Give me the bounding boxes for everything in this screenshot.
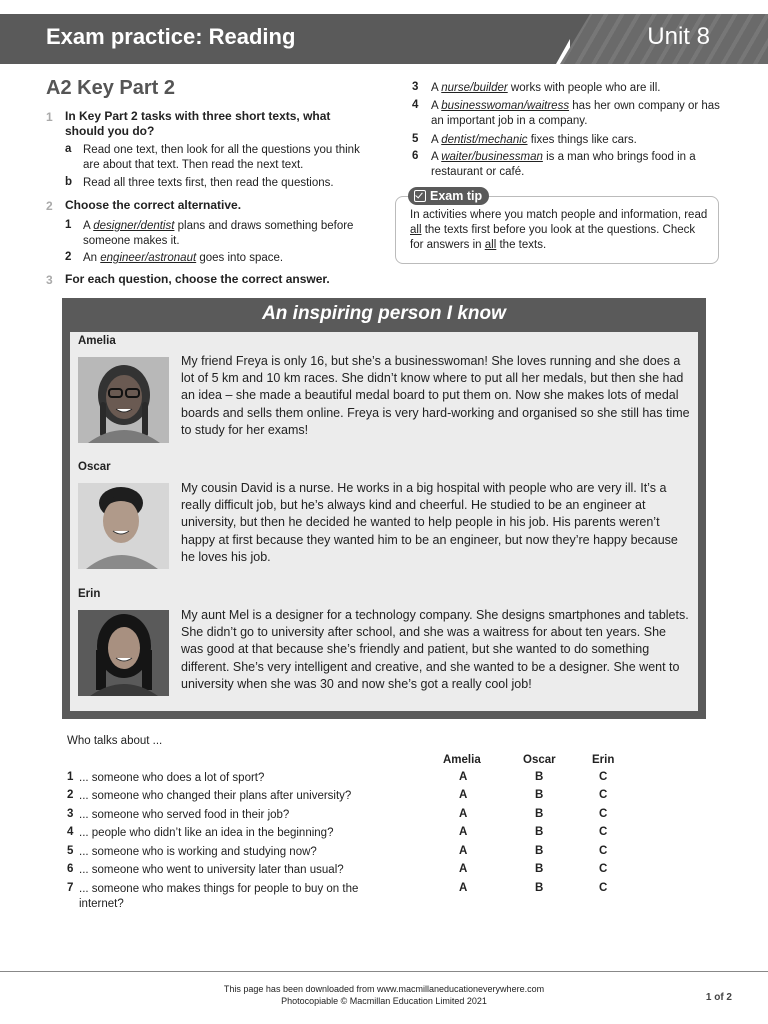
column-erin: Erin <box>592 754 615 766</box>
exam-tip-label <box>408 187 489 205</box>
column-amelia: Amelia <box>443 754 481 766</box>
alt-4-text: A businesswoman/waitress has her own company or has an important job in a company. <box>431 100 720 127</box>
answer-option-a[interactable]: A <box>459 826 468 838</box>
answer-option-b[interactable]: B <box>535 808 544 820</box>
question-text: ... someone who makes things for people to buy on the internet? <box>79 883 359 910</box>
person-text-amelia: My friend Freya is only 16, but she’s a businesswoman! She loves running and she does a lot of 5 km and 10 km races. She didn’t know where to put all her medals, but then she had an idea – she made a beautiful medal board to put them on. Now she makes lots of medal boards and sells them online. Freya is very hard-working and organised so she still has time to study for her exams! <box>181 354 690 437</box>
answer-option-c[interactable]: C <box>599 771 608 783</box>
checkbox-icon <box>414 190 426 202</box>
question-number: 7 <box>67 882 74 894</box>
question-text: ... someone who went to university later than usual? <box>79 864 344 876</box>
question-text: ... people who didn’t like an idea in the beginning? <box>79 827 334 839</box>
person-name-amelia: Amelia <box>78 335 116 347</box>
page-header <box>0 14 768 64</box>
footer-download-note: This page has been downloaded from www.macmillaneducationeverywhere.com <box>223 984 545 994</box>
unit-label: Unit 8 <box>647 23 710 50</box>
question-text: ... someone who does a lot of sport? <box>79 772 265 784</box>
header-title: Exam practice: Reading <box>46 24 296 49</box>
question-text: ... someone who changed their plans after university? <box>79 790 352 802</box>
section-title: A2 Key Part 2 <box>46 77 175 99</box>
answer-option-c[interactable]: C <box>599 845 608 857</box>
page-number: 1 of 2 <box>705 992 732 1003</box>
alt-3-number: 3 <box>412 81 419 93</box>
question-2-number: 2 <box>46 199 53 213</box>
question-3-text: For each question, choose the correct answer. <box>65 272 330 286</box>
reading-title: An inspiring person I know <box>262 303 506 324</box>
photo-oscar <box>78 483 169 569</box>
question-1-text: In Key Part 2 tasks with three short texts, what should you do? <box>65 109 331 138</box>
answer-option-b[interactable]: B <box>535 771 544 783</box>
answer-option-b[interactable]: B <box>535 882 544 894</box>
footer-copyright: Photocopiable © Macmillan Education Limited 2021 <box>281 996 487 1006</box>
alt-1-number: 1 <box>65 219 72 231</box>
person-text-erin: My aunt Mel is a designer for a technology company. She designs smartphones and tablets. She didn’t go to university after school, and she was a waitress for about ten years. She was good at that because she’s friendly and patient, but she wanted to do something different. She’s very intelligent and creative, and she wanted to be a designer. She went to university when she was 30 and now she’s got a really cool job! <box>181 608 689 691</box>
question-number: 4 <box>67 826 74 838</box>
question-3-number: 3 <box>46 273 53 287</box>
matching-intro: Who talks about ... <box>67 735 163 747</box>
alt-1-text: A designer/dentist plans and draws something before someone makes it. <box>83 220 354 247</box>
person-name-oscar: Oscar <box>78 461 111 473</box>
question-number: 2 <box>67 789 74 801</box>
alt-4-number: 4 <box>412 99 419 111</box>
answer-option-c[interactable]: C <box>599 826 608 838</box>
answer-option-b[interactable]: B <box>535 863 544 875</box>
photo-amelia <box>78 357 169 443</box>
answer-option-c[interactable]: C <box>599 882 608 894</box>
answer-option-a[interactable]: A <box>459 882 468 894</box>
alt-2-number: 2 <box>65 251 72 263</box>
option-a-label: a <box>65 143 72 155</box>
alt-2-text: An engineer/astronaut goes into space. <box>83 252 284 264</box>
answer-option-a[interactable]: A <box>459 845 468 857</box>
answer-option-c[interactable]: C <box>599 808 608 820</box>
alt-5-number: 5 <box>412 133 419 145</box>
exam-tip-heading: Exam tip <box>430 189 483 203</box>
photo-erin <box>78 610 169 696</box>
answer-option-b[interactable]: B <box>535 826 544 838</box>
answer-option-b[interactable]: B <box>535 789 544 801</box>
question-number: 3 <box>67 808 74 820</box>
question-2-text: Choose the correct alternative. <box>65 198 242 212</box>
question-number: 6 <box>67 863 74 875</box>
answer-option-b[interactable]: B <box>535 845 544 857</box>
alt-3-text: A nurse/builder works with people who are ill. <box>431 82 661 94</box>
question-number: 1 <box>67 771 74 783</box>
option-a-text: Read one text, then look for all the questions you think are about that text. Then read the next text. <box>83 144 360 171</box>
alt-6-text: A waiter/businessman is a man who brings food in a restaurant or café. <box>431 151 696 178</box>
question-text: ... someone who served food in their job? <box>79 809 290 821</box>
alt-6-number: 6 <box>412 150 419 162</box>
person-text-oscar: My cousin David is a nurse. He works in a big hospital with people who are very ill. It’s a really difficult job, but he’s always kind and cheerful. He studied to be an engineer at university, but then he decided he wanted to help people in his job. His parents weren’t happy at first because they wanted him to be an engineer, but now they’re happy because he loves his job. <box>181 481 678 564</box>
answer-option-a[interactable]: A <box>459 863 468 875</box>
alt-5-text: A dentist/mechanic fixes things like cars. <box>431 134 637 146</box>
question-number: 5 <box>67 845 74 857</box>
footer-divider <box>0 971 768 972</box>
answer-option-a[interactable]: A <box>459 789 468 801</box>
question-1-number: 1 <box>46 110 53 124</box>
exam-tip-text: In activities where you match people and information, read all the texts first before you look at the questions. Check for answers in all the texts. <box>410 209 708 251</box>
answer-option-a[interactable]: A <box>459 808 468 820</box>
answer-option-c[interactable]: C <box>599 863 608 875</box>
option-b-text: Read all three texts first, then read the questions. <box>83 177 334 189</box>
column-oscar: Oscar <box>523 754 556 766</box>
question-text: ... someone who is working and studying now? <box>79 846 317 858</box>
person-name-erin: Erin <box>78 588 101 600</box>
answer-option-c[interactable]: C <box>599 789 608 801</box>
answer-option-a[interactable]: A <box>459 771 468 783</box>
option-b-label: b <box>65 176 73 188</box>
